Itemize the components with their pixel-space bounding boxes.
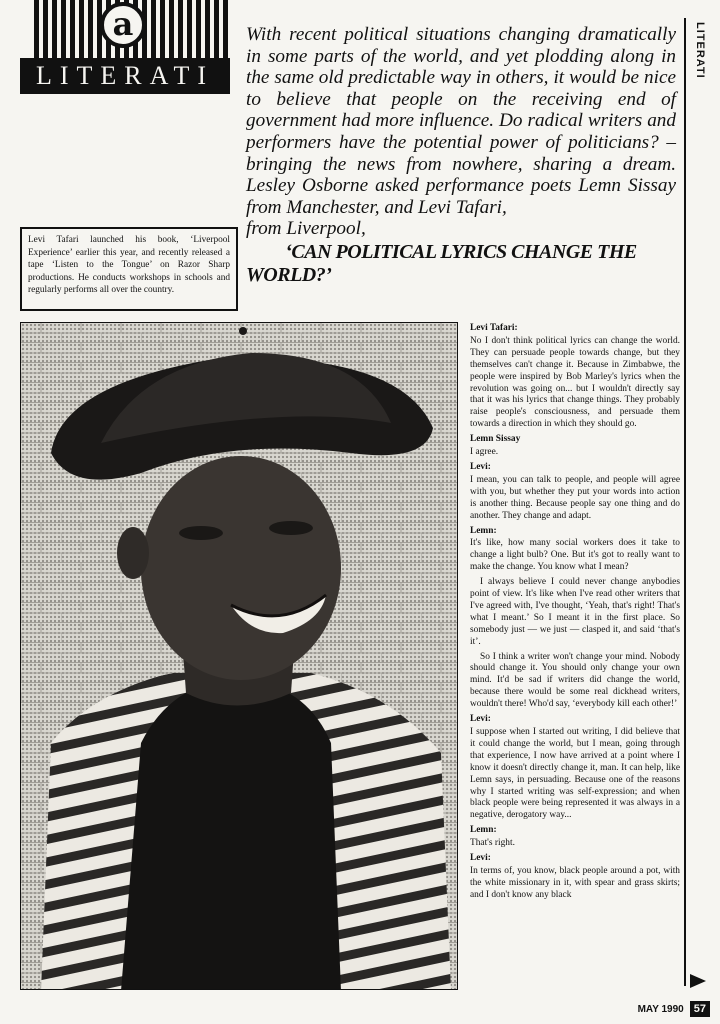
interview-column xyxy=(470,321,680,989)
speaker-text: So I think a writer won't change your mind. Nobody should change it. You should only change your own mind. It'd be sad if writers did change the world, because there would be some real dickhead writers, wouldn't there! Who'd say, ‘everybody kill each other!’ xyxy=(470,651,680,710)
speaker-text: I suppose when I started out writing, I did believe that it could change the world, but I mean, going through that experience, I now have arrived at a point where I know it doesn't directly change it, man. It can help, like Lemn says, in persuading. Because one of the reasons why I started writing was self-expression; and when black people were being represented it was always in a negative, derogatory way... xyxy=(470,727,680,821)
interview-block-8 xyxy=(470,825,680,850)
side-tab-label: LITERATI xyxy=(694,22,706,79)
interview-block-1 xyxy=(470,323,680,431)
speaker-label: Levi: xyxy=(470,714,491,725)
portrait-photo xyxy=(20,322,458,990)
intro-text: With recent political situations changing dramatically in some parts of the world, and yet plodding along in the same old predictable way in others, it would be nice to believe that people on the receiving end of government had more influence. Do radical writers and performers have the potential power of politicians? – bringing the news from nowhere, sharing a dream. Lesley Osborne asked performance poets Lemn Sissay from Manchester, and Levi Tafari, xyxy=(246,24,676,218)
portrait-illustration xyxy=(21,323,458,990)
speaker-text: I mean, you can talk to people, and people will agree with you, but whether they put your words into action is another thing. Because people say one thing and do another. They change and adapt. xyxy=(470,474,680,521)
speaker-text: No I don't think political lyrics can change the world. They can persuade people towards change, but they themselves can't change it. Because in Zimbabwe, the people were inspired by Bob Marley's lyrics when the revolution was going on... but I wouldn't directly say that it was his lyrics that change things. They probably raise people's consciousness, and persuade them towards a direction in which they should go. xyxy=(470,335,680,430)
speaker-text: It's like, how many social workers does it take to change a light bulb? One. But it's got to really want to make the change. You know what I mean? xyxy=(470,538,680,573)
speaker-label: Levi: xyxy=(470,461,491,472)
at-symbol-icon: a xyxy=(100,2,146,48)
literati-logo xyxy=(20,0,230,96)
speaker-label: Lemn: xyxy=(470,825,497,836)
page-footer xyxy=(638,1001,710,1017)
speaker-text: That's right. xyxy=(470,838,515,849)
interview-block-4 xyxy=(470,526,680,575)
page-number: 57 xyxy=(690,1001,710,1017)
speaker-label: Lemn Sissay xyxy=(470,434,521,445)
headline: ‘CAN POLITICAL LYRICS CHANGE THE WORLD?’ xyxy=(246,240,637,286)
intro xyxy=(246,24,676,287)
continue-arrow-icon xyxy=(690,974,706,988)
interview-block-7 xyxy=(470,714,680,822)
intro-text-end: from Liverpool, xyxy=(246,218,366,240)
interview-block-6 xyxy=(470,652,680,712)
interview-block-3 xyxy=(470,462,680,523)
interview-block-5 xyxy=(470,577,680,648)
speaker-text: I always believe I could never change anybodies point of view. It's like when I've read other writers that I've agreed with, I've thought, ‘Yeah, that's right! That's what I meant.’ So I meant it in the first place. So somebody just — we just — clasped it, and said ‘that's it’. xyxy=(470,577,680,647)
interview-block-9 xyxy=(470,853,680,902)
photo-caption: Levi Tafari launched his book, ‘Liverpool Experience’ earlier this year, and recently released a tape ‘Listen to the Tongue’ on Razor Sharp productions. He conducts workshops in schools and regularly performs all over the country. xyxy=(20,227,238,311)
side-rule xyxy=(684,18,686,986)
speaker-label: Levi: xyxy=(470,853,491,864)
speaker-text: I agree. xyxy=(470,447,499,458)
issue-date: MAY 1990 xyxy=(637,1003,684,1015)
interview-block-2 xyxy=(470,434,680,459)
speaker-text: In terms of, you know, black people around a pot, with the white missionary in it, with spear and grass skirts; and I don't know any black xyxy=(470,865,680,900)
section-title: LITERATI xyxy=(20,58,230,94)
speaker-label: Levi Tafari: xyxy=(470,323,518,333)
speaker-label: Lemn: xyxy=(470,525,497,536)
